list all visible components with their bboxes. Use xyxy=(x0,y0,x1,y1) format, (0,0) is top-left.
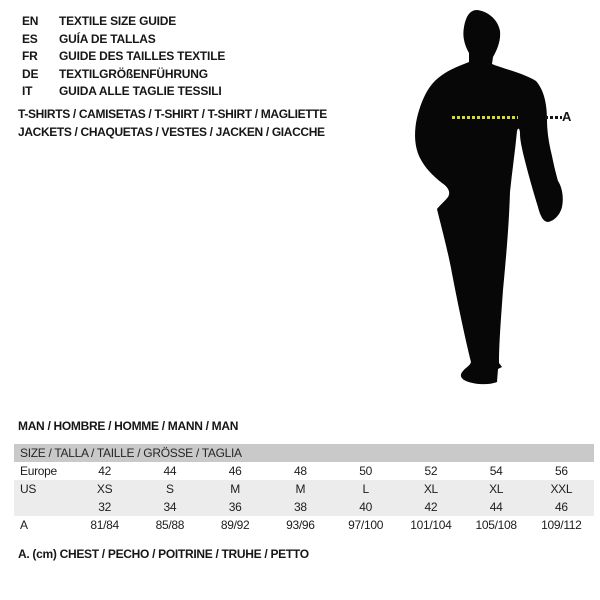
table-cell: 44 xyxy=(163,464,177,478)
footnote-chest: A. (cm) CHEST / PECHO / POITRINE / TRUHE / PETTO xyxy=(18,547,309,561)
table-cell: M xyxy=(230,482,240,496)
language-code: EN xyxy=(22,14,39,28)
table-cell: 109/112 xyxy=(541,518,582,532)
table-cell: 44 xyxy=(489,500,503,514)
table-cell: 50 xyxy=(359,464,372,478)
row-label: A xyxy=(20,518,28,532)
language-title: TEXTILE SIZE GUIDE xyxy=(59,14,177,28)
table-cell: 56 xyxy=(555,464,568,478)
language-title: GUIDE DES TAILLES TEXTILE xyxy=(59,49,226,63)
table-cell: 93/96 xyxy=(286,518,315,532)
table-cell: 38 xyxy=(294,500,307,514)
table-cell: 34 xyxy=(163,500,177,514)
man-silhouette xyxy=(410,5,570,390)
table-cell: M xyxy=(295,482,306,496)
table-cell: S xyxy=(166,482,174,496)
table-cell: 46 xyxy=(555,500,568,514)
language-code: IT xyxy=(22,84,33,98)
table-cell: 85/88 xyxy=(155,518,185,532)
category-line-jackets: JACKETS / CHAQUETAS / VESTES / JACKEN / GIACCHE xyxy=(18,125,325,139)
language-title: GUÍA DE TALLAS xyxy=(59,31,156,46)
size-table-header: SIZE / TALLA / TAILLE / GRÖSSE / TAGLIA xyxy=(14,444,594,462)
language-list xyxy=(22,13,225,101)
language-code: FR xyxy=(22,49,38,63)
table-cell: XL xyxy=(489,482,504,496)
language-row xyxy=(22,83,225,101)
row-label: US xyxy=(20,482,37,496)
row-label: Europe xyxy=(20,464,57,478)
language-row xyxy=(22,31,225,49)
table-cell: XL xyxy=(423,482,438,496)
category-line-tshirts: T-SHIRTS / CAMISETAS / T-SHIRT / T-SHIRT / MAGLIETTE xyxy=(18,107,327,121)
measure-label-a: A xyxy=(562,109,572,124)
table-cell: XXL xyxy=(550,482,573,496)
table-row-europe xyxy=(14,462,594,480)
table-row-numeric xyxy=(14,498,594,516)
table-cell: 54 xyxy=(489,464,503,478)
size-table xyxy=(14,444,594,534)
table-cell: 46 xyxy=(228,464,242,478)
table-cell: 36 xyxy=(228,500,242,514)
table-cell: 48 xyxy=(294,464,307,478)
language-row xyxy=(22,13,225,31)
table-cell: 101/104 xyxy=(410,518,452,532)
language-title: GUIDA ALLE TAGLIE TESSILI xyxy=(59,84,222,98)
table-cell: L xyxy=(362,482,369,496)
table-row-us xyxy=(14,480,594,498)
category-heading xyxy=(18,105,327,141)
chest-measure-dashes-outer xyxy=(545,116,562,119)
chest-measure-dashes-inner xyxy=(452,116,518,119)
table-cell: 40 xyxy=(359,500,372,514)
language-row xyxy=(22,48,225,66)
table-cell: 32 xyxy=(98,500,111,514)
language-code: ES xyxy=(22,31,38,46)
language-code: DE xyxy=(22,66,39,81)
table-cell: 52 xyxy=(424,464,438,478)
language-row xyxy=(22,66,225,84)
language-title: TEXTILGRÖßENFÜHRUNG xyxy=(59,66,208,81)
section-title-man: MAN / HOMBRE / HOMME / MANN / MAN xyxy=(18,419,239,433)
table-cell: 42 xyxy=(424,500,438,514)
table-row-chest xyxy=(14,516,594,534)
table-cell: 89/92 xyxy=(220,518,250,532)
table-cell: XS xyxy=(96,482,113,496)
table-cell: 105/108 xyxy=(475,518,517,532)
row-label xyxy=(14,498,72,516)
table-cell: 42 xyxy=(98,464,111,478)
table-cell: 81/84 xyxy=(90,518,119,532)
table-cell: 97/100 xyxy=(348,518,384,532)
